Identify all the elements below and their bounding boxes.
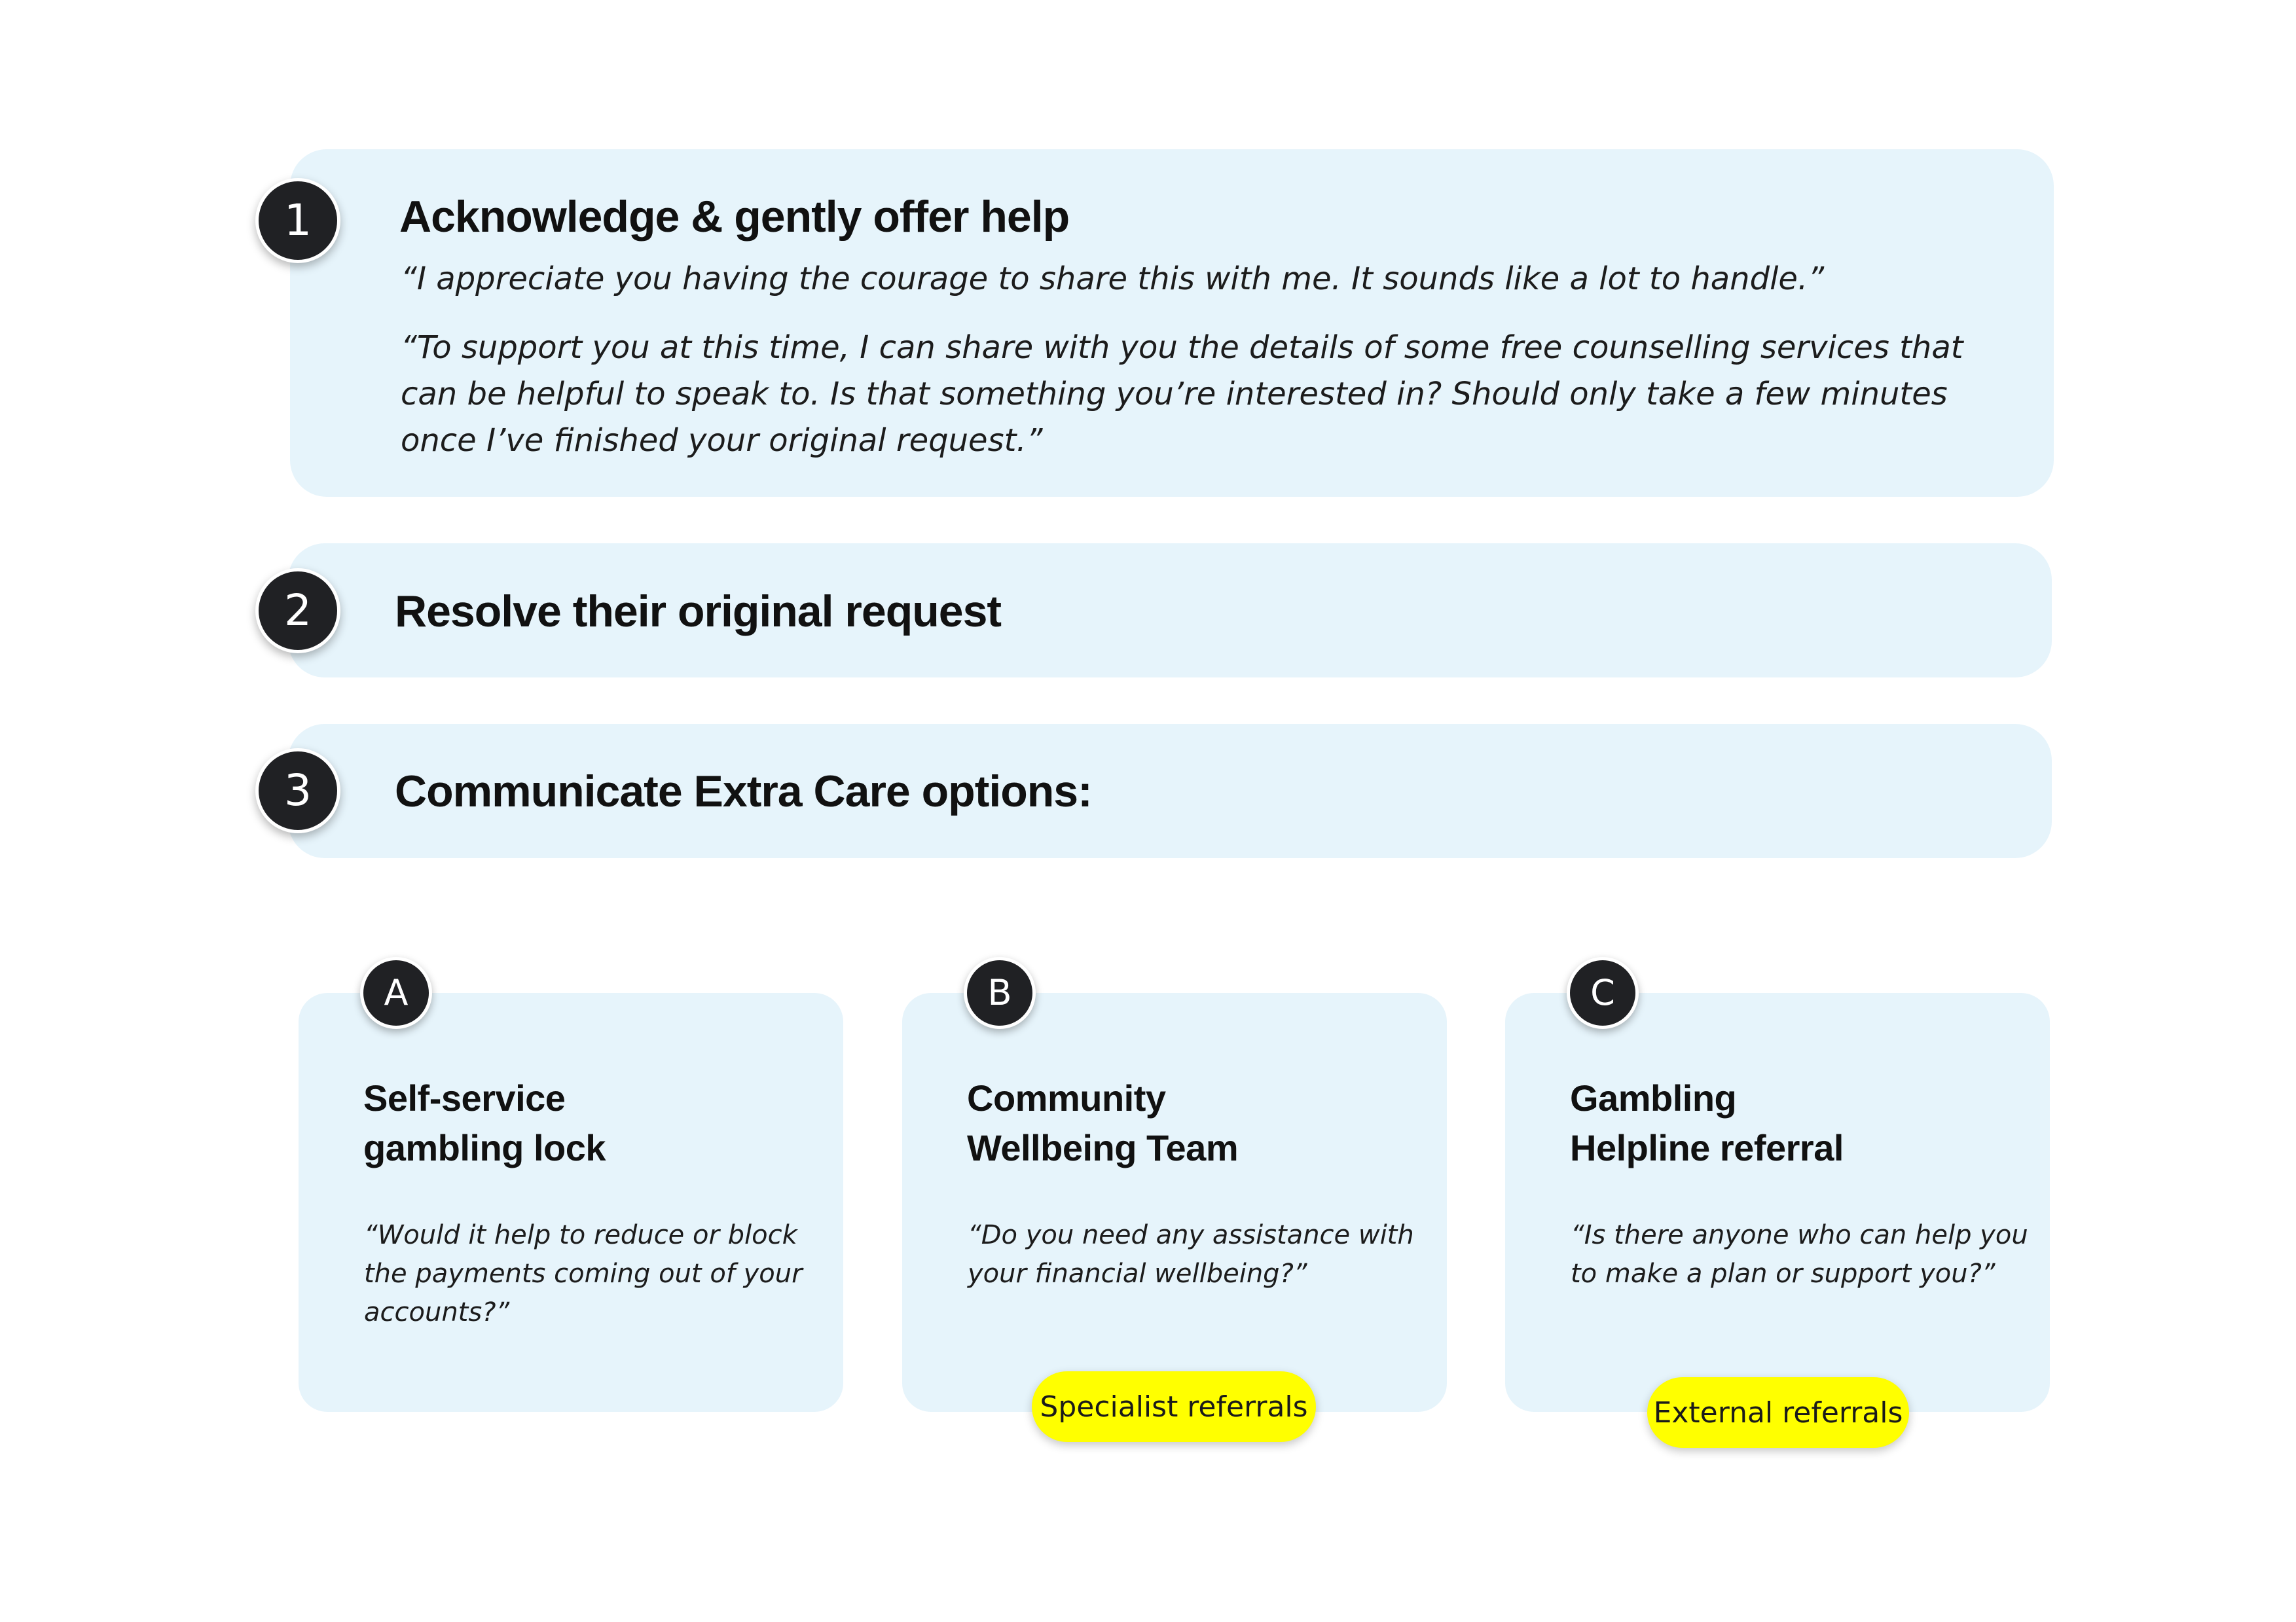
option-a-title bbox=[363, 1073, 606, 1173]
option-a-title-line-2: gambling lock bbox=[363, 1127, 606, 1168]
option-b-title bbox=[967, 1073, 1238, 1173]
option-b-title-line-1: Community bbox=[967, 1077, 1166, 1119]
option-c-title-line-1: Gambling bbox=[1570, 1077, 1737, 1119]
step-3-title: Communicate Extra Care options: bbox=[395, 766, 1092, 816]
option-c-letter-badge: C bbox=[1567, 957, 1639, 1029]
step-2-number-badge: 2 bbox=[255, 568, 340, 653]
option-a-quote: “Would it help to reduce or block the payments coming out of your accounts?” bbox=[364, 1220, 803, 1327]
step-1-number-badge: 1 bbox=[255, 178, 340, 263]
option-b-quote: “Do you need any assistance with your financial wellbeing?” bbox=[968, 1220, 1414, 1289]
option-a-card bbox=[299, 993, 843, 1412]
option-b-card bbox=[902, 993, 1447, 1412]
external-referrals-badge: External referrals bbox=[1647, 1377, 1909, 1448]
step-1-quote-offer-help: “To support you at this time, I can share with you the details of some free counselling services that can be helpful to speak to. Is that something you’re interested in? Should only take a few minutes once I’ve finished your original request.” bbox=[401, 329, 1963, 459]
option-b-letter-badge: B bbox=[964, 957, 1036, 1029]
option-c-card bbox=[1505, 993, 2050, 1412]
specialist-referrals-badge: Specialist referrals bbox=[1032, 1371, 1316, 1442]
option-c-quote: “Is there anyone who can help you to make a plan or support you?” bbox=[1571, 1220, 2028, 1289]
option-a-letter-badge: A bbox=[360, 957, 432, 1029]
step-3-number-badge: 3 bbox=[255, 748, 340, 833]
step-1-quote-acknowledge: “I appreciate you having the courage to share this with me. It sounds like a lot to handle.” bbox=[401, 261, 1825, 297]
option-b-title-line-2: Wellbeing Team bbox=[967, 1127, 1239, 1168]
option-a-title-line-1: Self-service bbox=[363, 1077, 566, 1119]
option-c-title-line-2: Helpline referral bbox=[1570, 1127, 1844, 1168]
option-c-title bbox=[1570, 1073, 1844, 1173]
step-1-title: Acknowledge & gently offer help bbox=[399, 192, 1070, 242]
step-2-title: Resolve their original request bbox=[395, 586, 1002, 636]
